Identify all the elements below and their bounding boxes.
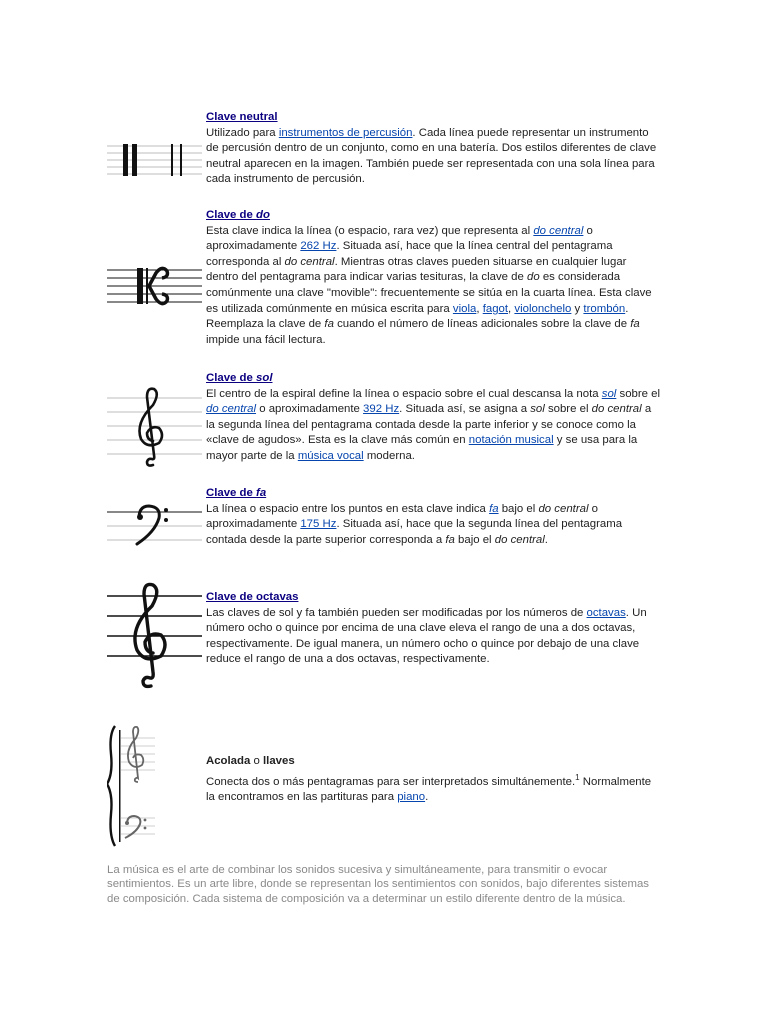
brace-title-or: o xyxy=(250,755,263,767)
link-violonchelo[interactable]: violonchelo xyxy=(514,302,572,315)
g-clef-title-b: sol xyxy=(256,372,273,384)
link-viola[interactable]: viola xyxy=(452,302,477,315)
g-clef-title-a: Clave de xyxy=(206,372,257,384)
link-fa[interactable]: fa xyxy=(489,502,499,515)
f-text-6: . xyxy=(544,533,548,546)
octave-clef-title[interactable]: Clave de octavas xyxy=(206,591,299,603)
link-392hz[interactable]: 392 Hz xyxy=(363,403,400,416)
c-italic-4: fa xyxy=(630,318,640,331)
f-text-3: o aproximadamente xyxy=(206,502,598,531)
link-262hz[interactable]: 262 Hz xyxy=(300,240,337,253)
f-italic-3: do central xyxy=(494,533,545,546)
f-italic-1: do central xyxy=(538,502,589,515)
neutral-clef-image xyxy=(107,138,202,180)
brace-text-1: Conecta dos o más pentagramas para ser interpretados simultánemente. xyxy=(206,775,576,788)
g-text-2: sobre el xyxy=(616,387,661,400)
c-text-3: . Situada así, hace que la línea central del pentagrama corresponda al xyxy=(206,240,613,268)
footer-paragraph: La música es el arte de combinar los sonidos sucesiva y simultáneamente, para transmitir o evocar sentimientos. Es un arte libre, donde se representan los sentimientos con sonidos, bajo diferentes sistemas de composición. Cada sistema de composición va a determinar un estilo diferente dentro de la música. xyxy=(107,864,649,905)
link-percussion-instruments[interactable]: instrumentos de percusión xyxy=(278,126,413,139)
f-clef-title[interactable] xyxy=(206,486,661,502)
g-italic-1: sol xyxy=(530,403,545,416)
brace-title-acolada: Acolada xyxy=(206,755,251,767)
c-italic-2: do xyxy=(527,271,540,284)
brace-staff-image xyxy=(107,724,167,848)
link-sol[interactable]: sol xyxy=(601,387,617,400)
c-sep-1: , xyxy=(476,302,483,315)
o-text-1: Las claves de sol y fa también pueden ser modificadas por los números de xyxy=(206,606,587,619)
neutral-text-1: Utilizado para xyxy=(206,126,279,139)
f-clef-title-a: Clave de xyxy=(206,487,257,499)
g-italic-2: do central xyxy=(591,403,642,416)
f-text-5: bajo el xyxy=(454,533,495,546)
g-text-8: moderna. xyxy=(363,449,415,462)
f-text-4: . Situada así, hace que la segunda línea del pentagrama contada desde la parte superior corresponda a xyxy=(206,518,623,546)
brace-title xyxy=(206,754,661,770)
c-text-7: cuando el número de líneas adicionales sobre la clave de xyxy=(333,318,631,331)
g-text-7: y se usa para la mayor parte de la xyxy=(206,434,638,462)
link-octavas[interactable]: octavas xyxy=(586,606,626,619)
link-piano[interactable]: piano xyxy=(397,790,426,803)
c-text-1: Esta clave indica la línea (o espacio, rara vez) que representa al xyxy=(206,224,534,237)
link-175hz[interactable]: 175 Hz xyxy=(300,518,337,531)
g-text-5: sobre el xyxy=(544,403,592,416)
brace-text-2: Normalmente la encontramos en las partituras para xyxy=(206,775,652,803)
c-text-5: es considerada comúnmente una clave "movible": frecuentemente se sitúa en la cuarta línea. Esta clave es utilizada comúnmente en música escrita para xyxy=(206,271,652,315)
c-sep-3: y xyxy=(571,302,584,315)
g-text-3: o aproximadamente xyxy=(256,403,364,416)
c-text-2: o aproximadamente xyxy=(206,224,593,253)
c-clef-title[interactable] xyxy=(206,208,661,224)
link-notacion-musical[interactable]: notación musical xyxy=(468,434,554,447)
link-fagot[interactable]: fagot xyxy=(482,302,509,315)
g-clef-title[interactable] xyxy=(206,371,661,387)
c-sep-2: , xyxy=(508,302,515,315)
neutral-text-2: . Cada línea puede representar un instrumento de percusión dentro de un conjunto, como en una batería. Dos estilos diferentes de clave neutral aparecen en la imagen. También puede ser representada con una sola línea para cada instrumento de percusión. xyxy=(206,126,657,186)
c-text-4: . Mientras otras claves pueden situarse en cualquier lugar dentro del pentagrama para indicar varias tesituras, la clave de xyxy=(206,255,627,284)
f-clef-title-b: fa xyxy=(256,487,267,499)
footnote-ref-1[interactable]: 1 xyxy=(575,772,580,782)
c-italic-1: do central xyxy=(284,255,335,268)
g-text-1: El centro de la espiral define la línea o espacio sobre el cual descansa la nota xyxy=(206,387,602,400)
c-text-8: impide una fácil lectura. xyxy=(206,333,326,346)
f-clef-image xyxy=(107,500,202,548)
link-trombon[interactable]: trombón xyxy=(583,302,626,315)
g-text-4: . Situada así, se asigna a xyxy=(399,403,531,416)
neutral-clef-title[interactable]: Clave neutral xyxy=(206,111,278,123)
g-text-6: a la segunda línea del pentagrama contada desde la parte inferior y se conoce como la «clave de agudos». Esta es la clave más común en xyxy=(206,403,652,447)
link-do-central-2[interactable]: do central xyxy=(206,403,257,416)
c-clef-title-b: do xyxy=(256,209,270,221)
f-italic-2: fa xyxy=(445,533,455,546)
brace-title-llaves: llaves xyxy=(262,755,295,767)
o-text-2: . Un número ocho o quince por encima de una clave eleva el rango de una a dos octavas, respectivamente. De igual manera, un número ocho o quince por debajo de una clave reduce el rango de una a dos octavas, respectivamente. xyxy=(206,606,647,666)
c-italic-3: fa xyxy=(324,318,334,331)
c-clef-image xyxy=(107,263,202,311)
f-text-1: La línea o espacio entre los puntos en esta clave indica xyxy=(206,502,490,515)
f-text-2: bajo el xyxy=(498,502,539,515)
g-clef-image xyxy=(107,385,202,469)
brace-text-3: . xyxy=(425,790,429,803)
c-clef-title-a: Clave de xyxy=(206,209,257,221)
octave-clef-image xyxy=(107,582,202,692)
link-musica-vocal[interactable]: música vocal xyxy=(297,449,364,462)
c-text-6: . Reemplaza la clave de xyxy=(206,302,629,331)
link-do-central[interactable]: do central xyxy=(533,224,584,237)
